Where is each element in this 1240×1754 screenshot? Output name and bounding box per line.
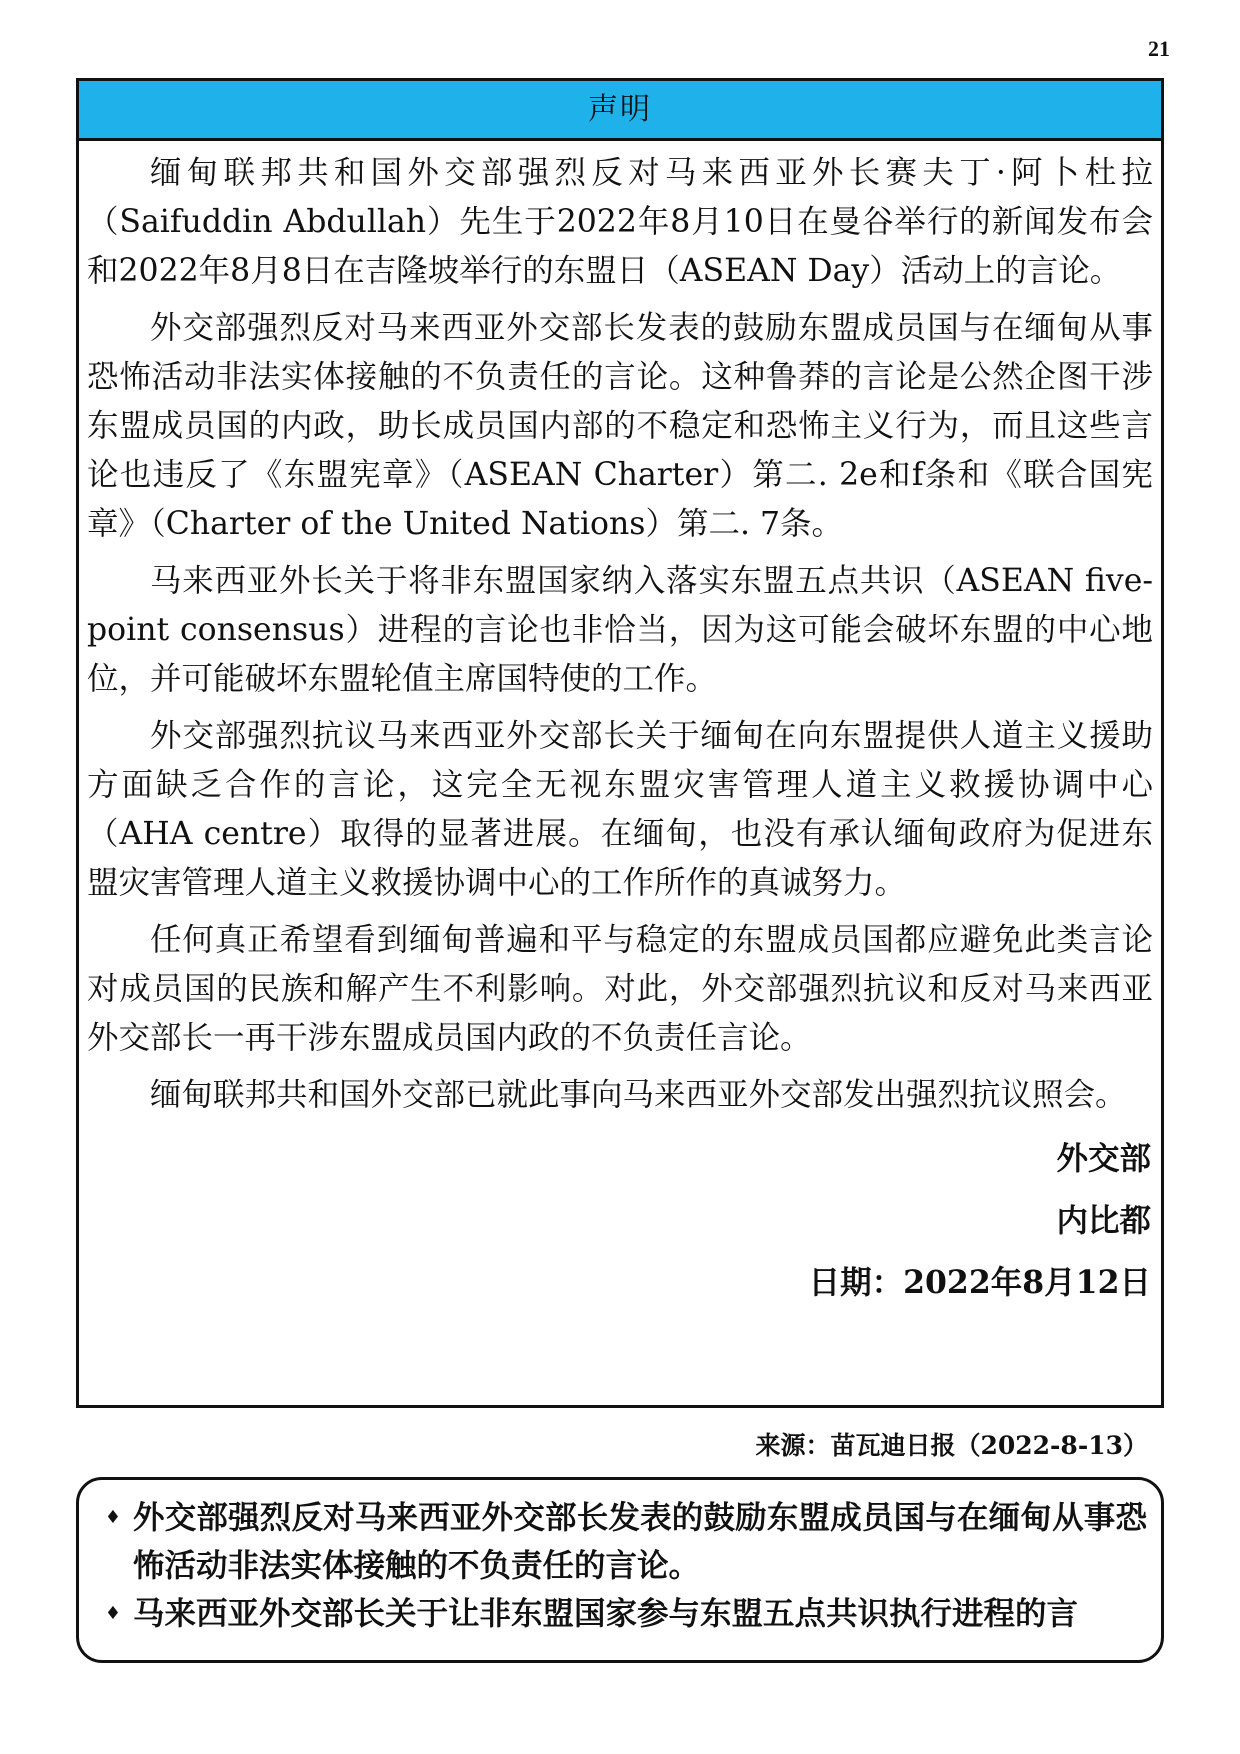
statement-paragraph: 任何真正希望看到缅甸普遍和平与稳定的东盟成员国都应避免此类言论对成员国的民族和解产生不利影响。对此，外交部强烈抗议和反对马来西亚外交部长一再干涉东盟成员国内政的不负责任言论。 <box>87 922 1153 1056</box>
summary-item <box>93 1494 1147 1590</box>
statement-box <box>76 78 1164 1408</box>
signature-date: 日期：2022年8月12日 <box>808 1264 1151 1301</box>
statement-title: 声明 <box>79 81 1161 141</box>
statement-body <box>79 141 1161 1314</box>
diamond-bullet-icon: ♦ <box>104 1507 122 1528</box>
statement-paragraph: 缅甸联邦共和国外交部强烈反对马来西亚外长赛夫丁·阿卜杜拉（Saifuddin Abdullah）先生于2022年8月10日在曼谷举行的新闻发布会和2022年8月8日在吉隆坡举行的东盟日（ASEAN Day）活动上的言论。 <box>87 155 1153 289</box>
summary-text: 马来西亚外交部长关于让非东盟国家参与东盟五点共识执行进程的言 <box>133 1595 1079 1632</box>
source-line: 来源：苗瓦迪日报（2022-8-13） <box>755 1431 1148 1460</box>
summary-item <box>93 1590 1147 1638</box>
page-number: 21 <box>1148 36 1170 61</box>
signature-place: 内比都 <box>1056 1202 1151 1239</box>
summary-box <box>76 1477 1164 1663</box>
statement-paragraph: 外交部强烈抗议马来西亚外交部长关于缅甸在向东盟提供人道主义援助方面缺乏合作的言论，这完全无视东盟灾害管理人道主义救援协调中心（AHA centre）取得的显著进展。在缅甸，也没有承认缅甸政府为促进东盟灾害管理人道主义救援协调中心的工作所作的真诚努力。 <box>87 718 1153 901</box>
summary-text: 外交部强烈反对马来西亚外交部长发表的鼓励东盟成员国与在缅甸从事恐怖活动非法实体接触的不负责任的言论。 <box>133 1499 1147 1584</box>
summary-list <box>79 1480 1161 1638</box>
statement-paragraph: 马来西亚外长关于将非东盟国家纳入落实东盟五点共识（ASEAN five-point consensus）进程的言论也非恰当，因为这可能会破坏东盟的中心地位，并可能破坏东盟轮值主席国特使的工作。 <box>87 563 1153 697</box>
statement-paragraph: 缅甸联邦共和国外交部已就此事向马来西亚外交部发出强烈抗议照会。 <box>150 1077 1127 1113</box>
statement-paragraph: 外交部强烈反对马来西亚外交部长发表的鼓励东盟成员国与在缅甸从事恐怖活动非法实体接触的不负责任的言论。这种鲁莽的言论是公然企图干涉东盟成员国的内政，助长成员国内部的不稳定和恐怖主义行为，而且这些言论也违反了《东盟宪章》（ASEAN Charter）第二. 2e和f条和《联合国宪章》（Charter of the United Nations）第二. 7条。 <box>87 310 1153 542</box>
diamond-bullet-icon: ♦ <box>104 1603 122 1624</box>
signature-org: 外交部 <box>1056 1140 1151 1177</box>
